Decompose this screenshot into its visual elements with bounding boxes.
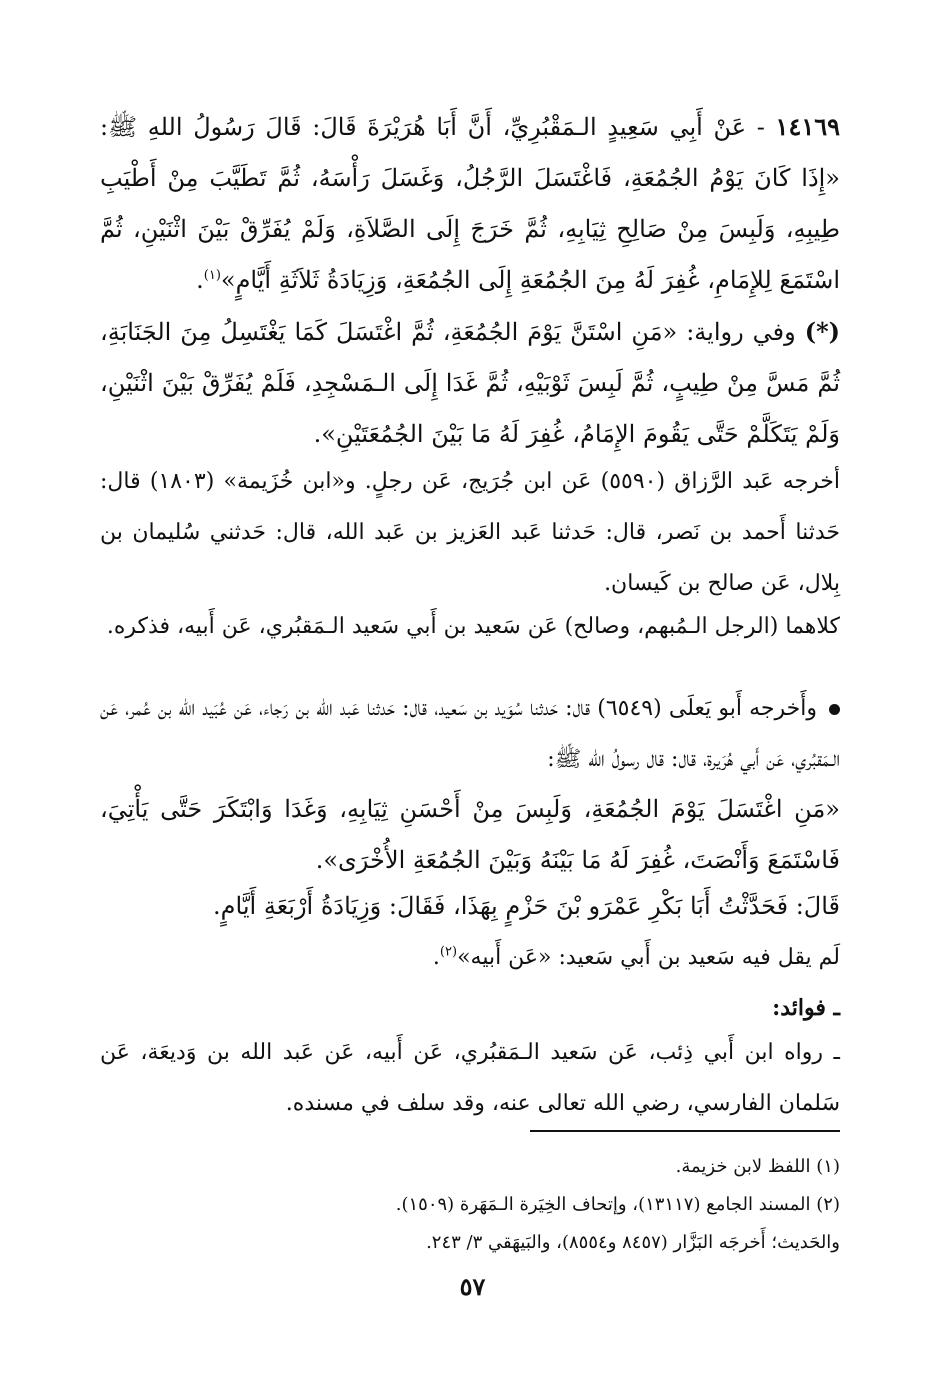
hadith-number: ١٤١٦٩ <box>775 112 840 141</box>
riwaya-marker: (*) <box>804 317 840 346</box>
riwaya-paragraph <box>100 306 840 460</box>
footnote-3: والحَديث؛ أَخرجَه البَزَّار (٨٤٥٧ و٨٥٥٤)، والبَيهَقي ٣/ ٢٤٣. <box>426 1232 840 1253</box>
footnote-1: (١) اللفظ لابن خزيمة. <box>675 1156 840 1177</box>
takhrij-paragraph <box>100 456 840 609</box>
footnote-separator <box>530 1130 840 1132</box>
abuyala-paragraph <box>100 683 840 785</box>
hadith-text: - عَنْ أَبِي سَعِيدٍ الـمَقْبُرِيِّ، أَنَّ أَبَا هُرَيْرَةَ قَالَ: قَالَ رَسُولُ اللهِ ﷺ: «إِذَا كَانَ يَوْمُ الجُمُعَةِ، فَاغْتَسَلَ الرَّجُلُ، وَغَسَلَ رَأْسَهُ، ثُمَّ تَطَيَّبَ مِنْ أَطْيَبِ طِيبِهِ، وَلَبِسَ مِنْ صَالِحِ ثِيَابِهِ، ثُمَّ خَرَجَ إِلَى الصَّلاَةِ، وَلَمْ يُفَرِّقْ بَيْنَ اثْنَيْنِ، ثُمَّ اسْتَمَعَ لِلإِمَامِ، غُفِرَ لَهُ مِنَ الجُمُعَةِ إِلَى الجُمُعَةِ، وَزِيَادَةُ ثَلاَثَةِ أَيَّامٍ» <box>100 113 840 294</box>
footnote-2: (٢) المسند الجامع (١٣١١٧)، وإتحاف الخِيَرة الـمَهَرة (١٥٠٩). <box>395 1194 840 1215</box>
page-number: ٥٧ <box>459 1272 486 1301</box>
qal-text: قَالَ: فَحَدَّثْتُ أَبَا بَكْرِ عَمْرَو بْنَ حَزْمٍ بِهَذَا، فَقَالَ: وَزِيَادَةُ أَرْبَعَةِ أَيَّامٍ. <box>213 892 840 920</box>
second-quote-paragraph <box>100 784 840 886</box>
kilahuma-paragraph <box>100 601 840 652</box>
qal-paragraph <box>100 881 840 932</box>
bullet-icon <box>829 704 840 715</box>
kilahuma-text: كلاهما (الرجل الـمُبهم، وصالح) عَن سَعيد بن أَبي سَعيد الـمَقبُري، عَن أَبيه، فذكره. <box>106 614 840 639</box>
hadith-paragraph: ١٤١٦٩ - عَنْ أَبِي سَعِيدٍ الـمَقْبُرِيِّ، أَنَّ أَبَا هُرَيْرَةَ قَالَ: قَالَ رَسُولُ اللهِ ﷺ: «إِذَا كَانَ يَوْمُ الجُمُعَةِ، فَاغْتَسَلَ الرَّجُلُ، وَغَسَلَ رَأْسَهُ، ثُمَّ تَطَيَّبَ مِنْ أَطْيَبِ طِيبِهِ، وَلَبِسَ مِنْ صَالِحِ ثِيَابِهِ، ثُمَّ خَرَجَ إِلَى الصَّلاَةِ، وَلَمْ يُفَرِّقْ بَيْنَ اثْنَيْنِ، ثُمَّ اسْتَمَعَ لِلإِمَامِ، غُفِرَ لَهُ مِنَ الجُمُعَةِ إِلَى الجُمُعَةِ، وَزِيَادَةُ ثَلاَثَةِ أَيَّامٍ»$^{(١)}$. <box>100 112 840 294</box>
rawah-text: ـ رواه ابن أَبي ذِئب، عَن سَعيد الـمَقبُري، عَن أَبيه، عَن عَبد الله بن وَديعَة، عَن سَلمان الفارسي، رضي الله تعالى عنه، وقد سلف في مسنده. <box>100 1040 840 1116</box>
abuyala-text: وأَخرجه أَبو يَعلَى (٦٥٤٩) قال: حَدثنا سُوَيد بن سَعيد، قال: حَدثنا عَبد الله بن رَجاء، عَن عُبَيد الله بن عُمر، عَن الـمَقبُري، عَن أَبي هُرَيرة، قال: قال رسولُ الله ﷺ: <box>100 696 840 772</box>
fawaid-text: ـ فوائد: <box>772 995 840 1021</box>
footnotes <box>100 1148 840 1262</box>
footnote-ref-1: (١) <box>203 268 221 283</box>
riwaya-text: وفي رواية: «مَنِ اسْتَنَّ يَوْمَ الجُمُعَةِ، ثُمَّ اغْتَسَلَ كَمَا يَغْتَسِلُ مِنَ الجَنَابَةِ، ثُمَّ مَسَّ مِنْ طِيبٍ، ثُمَّ لَبِسَ ثَوْبَيْهِ، ثُمَّ غَدَا إِلَى الـمَسْجِدِ، فَلَمْ يُفَرِّقْ بَيْنَ اثْنَيْنِ، وَلَمْ يَتَكَلَّمْ حَتَّى يَقُومَ الإِمَامُ، غُفِرَ لَهُ مَا بَيْنَ الجُمُعَتَيْنِ». <box>100 318 840 448</box>
lam-text: لَم يقل فيه سَعيد بن أَبي سَعيد: «عَن أَبيه» <box>457 945 840 970</box>
footnote-ref-2: (٢) <box>439 944 458 960</box>
rawah-paragraph <box>100 1027 840 1129</box>
lam-paragraph: لَم يقل فيه سَعيد بن أَبي سَعيد: «عَن أَبيه»$^{(٢)}$. <box>432 944 840 970</box>
takhrij-text: أخرجه عَبد الرَّزاق (٥٥٩٠) عَن ابن جُرَيج، عَن رجلٍ. و«ابن خُزَيمة» (١٨٠٣) قال: حَدثنا أَحمد بن نَصر، قال: حَدثنا عَبد العَزيز بن عَبد الله، قال: حَدثني سُليمان بن بِلال، عَن صالح بن كَيسان. <box>100 469 840 596</box>
second-quote-text: «مَنِ اغْتَسَلَ يَوْمَ الجُمُعَةِ، وَلَبِسَ مِنْ أَحْسَنِ ثِيَابِهِ، وَغَدَا وَابْتَكَرَ حَتَّى يَأْتِيَ، فَاسْتَمَعَ وَأَنْصَتَ، غُفِرَ لَهُ مَا بَيْنَهُ وَبَيْنَ الجُمُعَةِ الأُخْرَى». <box>100 795 840 874</box>
